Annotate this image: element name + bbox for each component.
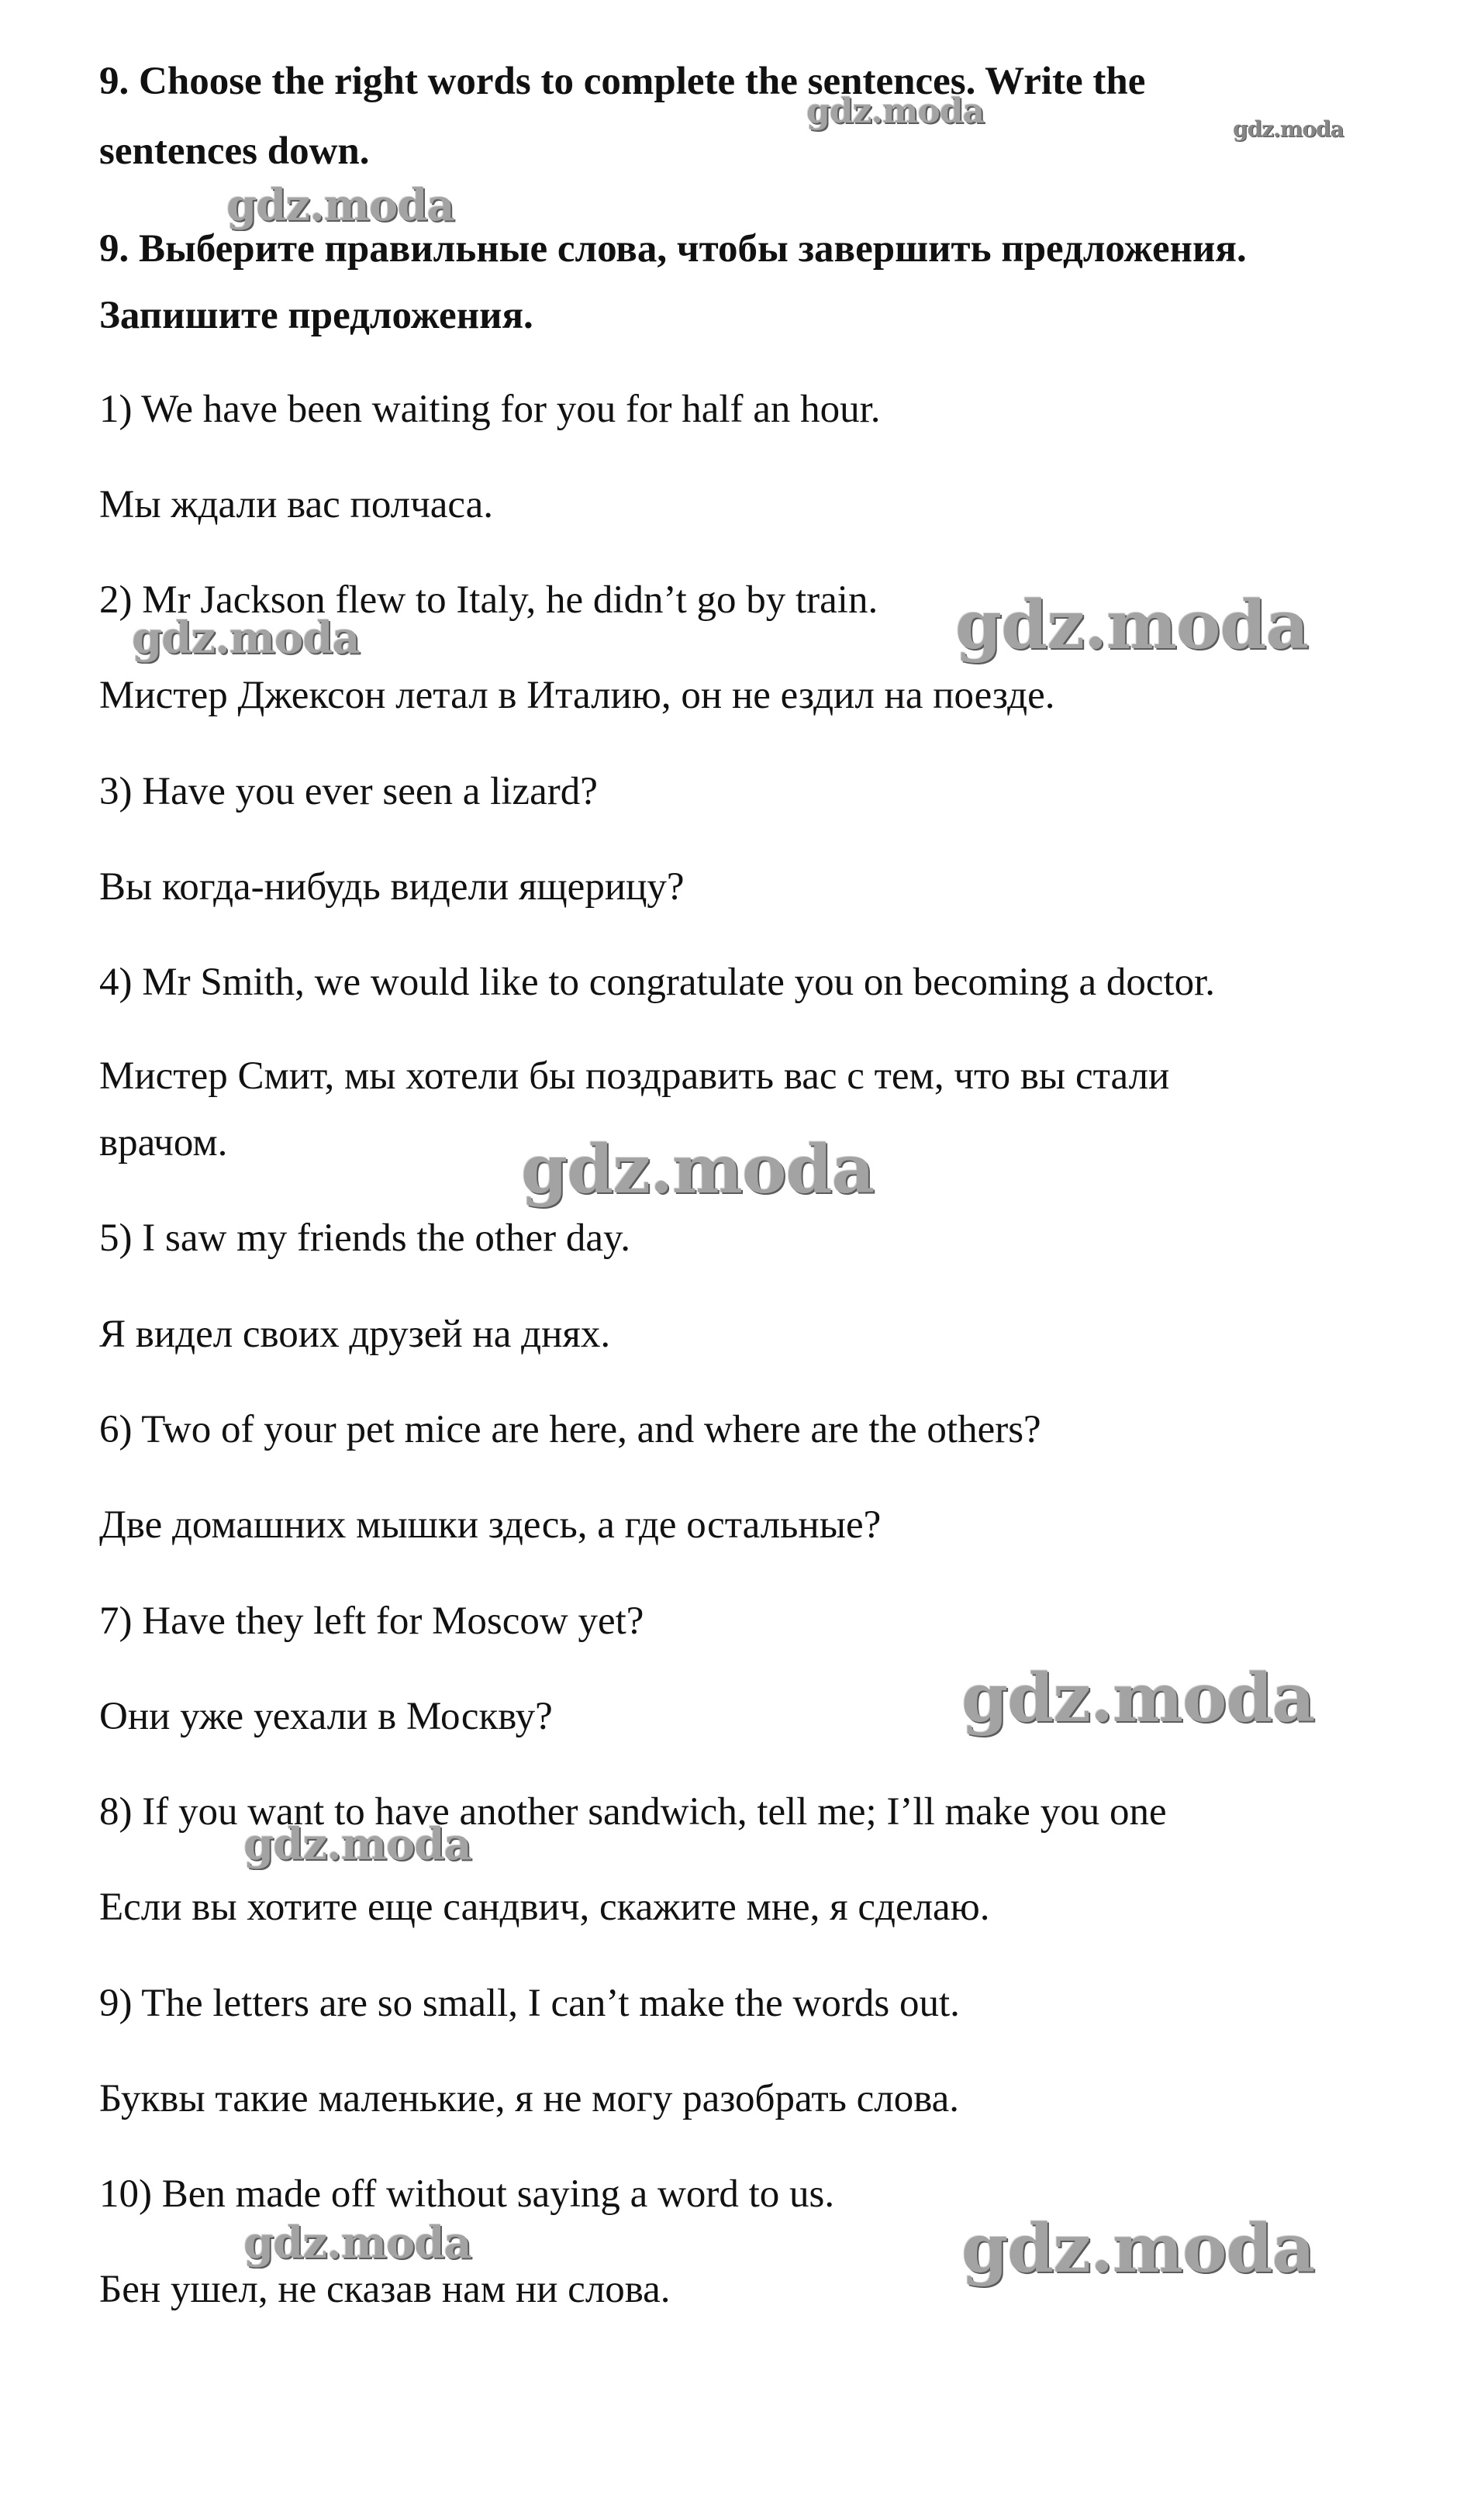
sentence-7-en: 7) Have they left for Moscow yet? xyxy=(99,1599,644,1643)
watermark: gdz.moda xyxy=(806,91,985,131)
sentence-2-ru: Мистер Джексон летал в Италию, он не ездил на поезде. xyxy=(99,674,1055,717)
watermark: gdz.moda xyxy=(243,1819,471,1870)
sentence-4-en: 4) Mr Smith, we would like to congratulate you on becoming a doctor. xyxy=(99,961,1216,1004)
sentence-8-en: 8) If you want to have another sandwich, tell me; I’ll make you one xyxy=(99,1790,1167,1834)
sentence-7-ru: Они уже уехали в Москву? xyxy=(99,1695,553,1738)
watermark: gdz.moda xyxy=(961,1659,1315,1737)
watermark: gdz.moda xyxy=(243,2217,471,2269)
sentence-10-ru: Бен ушел, не сказав нам ни слова. xyxy=(99,2268,671,2311)
watermark: gdz.moda xyxy=(226,180,454,231)
sentence-2-en: 2) Mr Jackson flew to Italy, he didn’t go by train. xyxy=(99,578,878,622)
heading-ru-line-2: Запишите предложения. xyxy=(99,294,533,337)
sentence-4-ru-line-1: Мистер Смит, мы хотели бы поздравить вас с тем, что вы стали xyxy=(99,1054,1170,1098)
sentence-1-en: 1) We have been waiting for you for half an hour. xyxy=(99,388,881,431)
watermark: gdz.moda xyxy=(1233,116,1344,142)
sentence-1-ru: Мы ждали вас полчаса. xyxy=(99,483,494,526)
heading-ru-line-1: 9. Выберите правильные слова, чтобы завершить предложения. xyxy=(99,227,1247,271)
sentence-8-ru: Если вы хотите еще сандвич, скажите мне, я сделаю. xyxy=(99,1886,990,1929)
sentence-5-ru: Я видел своих друзей на днях. xyxy=(99,1313,611,1356)
watermark: gdz.moda xyxy=(955,586,1309,664)
sentence-3-en: 3) Have you ever seen a lizard? xyxy=(99,770,598,813)
sentence-3-ru: Вы когда-нибудь видели ящерицу? xyxy=(99,865,685,909)
watermark: gdz.moda xyxy=(961,2210,1315,2288)
sentence-4-ru-line-2: врачом. xyxy=(99,1121,228,1165)
watermark: gdz.moda xyxy=(132,612,360,664)
sentence-6-ru: Две домашних мышки здесь, а где остальные? xyxy=(99,1503,882,1547)
sentence-6-en: 6) Two of your pet mice are here, and where are the others? xyxy=(99,1408,1041,1451)
sentence-9-ru: Буквы такие маленькие, я не могу разобрать слова. xyxy=(99,2077,960,2120)
heading-en-line-1: 9. Choose the right words to complete the sentences. Write the xyxy=(99,60,1146,103)
sentence-10-en: 10) Ben made off without saying a word to us. xyxy=(99,2172,835,2216)
sentence-9-en: 9) The letters are so small, I can’t make the words out. xyxy=(99,1982,960,2025)
heading-en-line-2: sentences down. xyxy=(99,129,370,173)
watermark: gdz.moda xyxy=(521,1130,875,1209)
sentence-5-en: 5) I saw my friends the other day. xyxy=(99,1216,630,1260)
